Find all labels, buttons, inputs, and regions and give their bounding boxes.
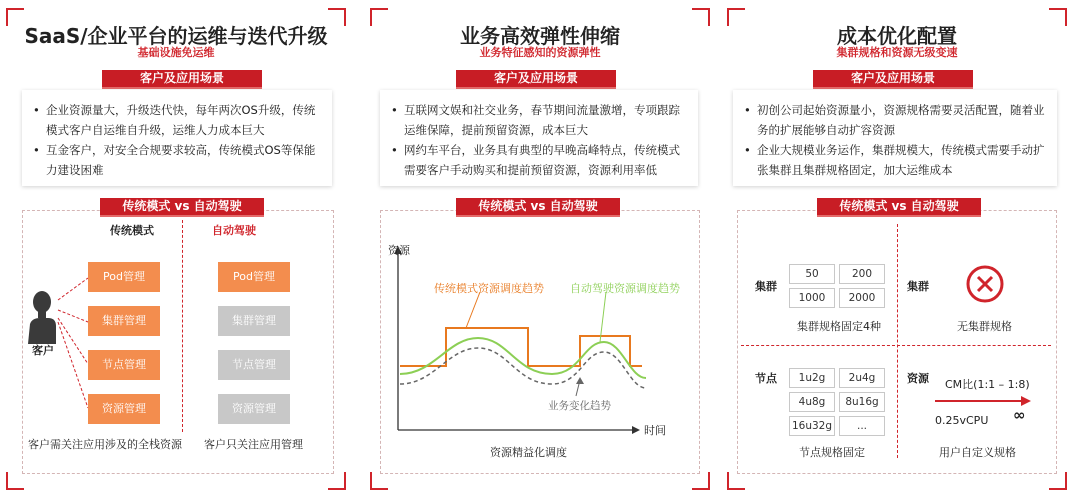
traditional-label: 传统模式 — [110, 224, 154, 237]
divider-line — [182, 220, 183, 432]
pod-box-auto: Pod管理 — [218, 262, 290, 292]
node-caption: 节点规格固定 — [799, 446, 865, 459]
resource-box-auto: 资源管理 — [218, 394, 290, 424]
compare-header: 传统模式 vs 自动驾驶 — [456, 198, 620, 217]
cluster-box-traditional: 集群管理 — [88, 306, 160, 336]
min-cpu: 0.25vCPU — [935, 414, 989, 427]
custom-caption: 用户自定义规格 — [939, 446, 1016, 459]
scene-item: • 企业资源量大，升级迭代快，每年两次OS升级，传统模式客户自运维自升级，运维人力成本巨大 — [46, 100, 322, 140]
scene-item: • 互金客户，对安全合规要求较高，传统模式OS等保能力建设困难 — [46, 140, 322, 180]
panel-subtitle: 基础设施免运维 — [137, 46, 215, 59]
auto-series-label: 自动驾驶资源调度趋势 — [570, 282, 680, 295]
resource-label: 资源 — [907, 372, 929, 385]
corner-mark — [328, 472, 346, 490]
scene-header: 客户及应用场景 — [456, 70, 616, 89]
traditional-series-label: 传统模式资源调度趋势 — [434, 282, 544, 295]
panel-elastic-scaling — [370, 8, 710, 490]
scene-item: • 企业大规模业务运作，集群规模大，传统模式需要手动扩张集群且集群规格固定，加大运维成本 — [757, 140, 1047, 180]
panel-title: 业务高效弹性伸缩 — [460, 24, 620, 48]
business-series-label: 业务变化趋势 — [548, 400, 611, 412]
node-box-auto: 节点管理 — [218, 350, 290, 380]
compare-header: 传统模式 vs 自动驾驶 — [817, 198, 981, 217]
divider-line — [897, 224, 898, 458]
corner-mark — [6, 472, 24, 490]
corner-mark — [1049, 472, 1067, 490]
scene-box — [22, 90, 332, 186]
scene-item: • 网约车平台，业务具有典型的早晚高峰特点，传统模式需要客户手动购买和提前预留资源，资源利用率低 — [404, 140, 688, 180]
cluster-spec: 200 — [839, 264, 885, 284]
panel-title: 成本优化配置 — [837, 24, 957, 48]
chart-caption: 资源精益化调度 — [490, 446, 567, 459]
scene-box — [380, 90, 698, 186]
node-spec: 2u4g — [839, 368, 885, 388]
panel-subtitle: 业务特征感知的资源弹性 — [479, 46, 601, 59]
scene-item: • 互联网文娱和社交业务，春节期间流量激增，专项跟踪运维保障，提前预留资源，成本巨大 — [404, 100, 688, 140]
node-spec: 4u8g — [789, 392, 835, 412]
business-trend-line — [400, 348, 646, 388]
panel-subtitle: 集群规格和资源无级变速 — [836, 46, 958, 59]
node-spec: 1u2g — [789, 368, 835, 388]
resource-box-traditional: 资源管理 — [88, 394, 160, 424]
cluster-box-auto: 集群管理 — [218, 306, 290, 336]
x-axis-label: 时间 — [644, 424, 666, 437]
panel-title: SaaS/企业平台的运维与迭代升级 — [24, 24, 328, 48]
cluster-spec: 1000 — [789, 288, 835, 308]
node-spec: 8u16g — [839, 392, 885, 412]
node-box-traditional: 节点管理 — [88, 350, 160, 380]
traditional-caption: 客户需关注应用涉及的全栈资源 — [28, 438, 182, 451]
scene-item: • 初创公司起始资源量小，资源规格需要灵活配置，随着业务的扩展能够自动扩容资源 — [757, 100, 1047, 140]
scaling-chart — [384, 234, 694, 438]
cluster-spec: 50 — [789, 264, 835, 284]
corner-mark — [692, 472, 710, 490]
scene-box — [733, 90, 1057, 186]
panel-cost-optimization — [727, 8, 1067, 490]
corner-mark — [370, 472, 388, 490]
section-divider — [741, 345, 1051, 346]
no-cluster-icon — [965, 264, 1005, 304]
y-axis-label: 资源 — [388, 244, 410, 257]
scene-header: 客户及应用场景 — [102, 70, 262, 89]
compare-header: 传统模式 vs 自动驾驶 — [100, 198, 264, 217]
cluster-label: 集群 — [755, 280, 777, 293]
cluster-spec: 2000 — [839, 288, 885, 308]
node-label: 节点 — [755, 372, 777, 385]
auto-label: 自动驾驶 — [212, 224, 256, 237]
x-axis-arrow — [632, 426, 640, 434]
auto-trend-line — [400, 338, 646, 378]
business-pointer-arrow — [576, 377, 584, 384]
infinity-symbol: ∞ — [1013, 406, 1026, 424]
scene-header: 客户及应用场景 — [813, 70, 973, 89]
cluster-label-right: 集群 — [907, 280, 929, 293]
pod-box-traditional: Pod管理 — [88, 262, 160, 292]
auto-pointer — [600, 292, 606, 342]
node-spec: 16u32g — [789, 416, 835, 436]
cm-ratio: CM比(1:1 – 1:8) — [945, 378, 1030, 391]
traditional-pointer — [466, 292, 480, 328]
corner-mark — [727, 472, 745, 490]
no-cluster-caption: 无集群规格 — [957, 320, 1012, 333]
cluster-caption: 集群规格固定4种 — [797, 320, 881, 333]
node-spec: ... — [839, 416, 885, 436]
auto-caption: 客户只关注应用管理 — [204, 438, 303, 451]
panel-saas-ops — [6, 8, 346, 490]
customer-label: 客户 — [32, 344, 54, 357]
